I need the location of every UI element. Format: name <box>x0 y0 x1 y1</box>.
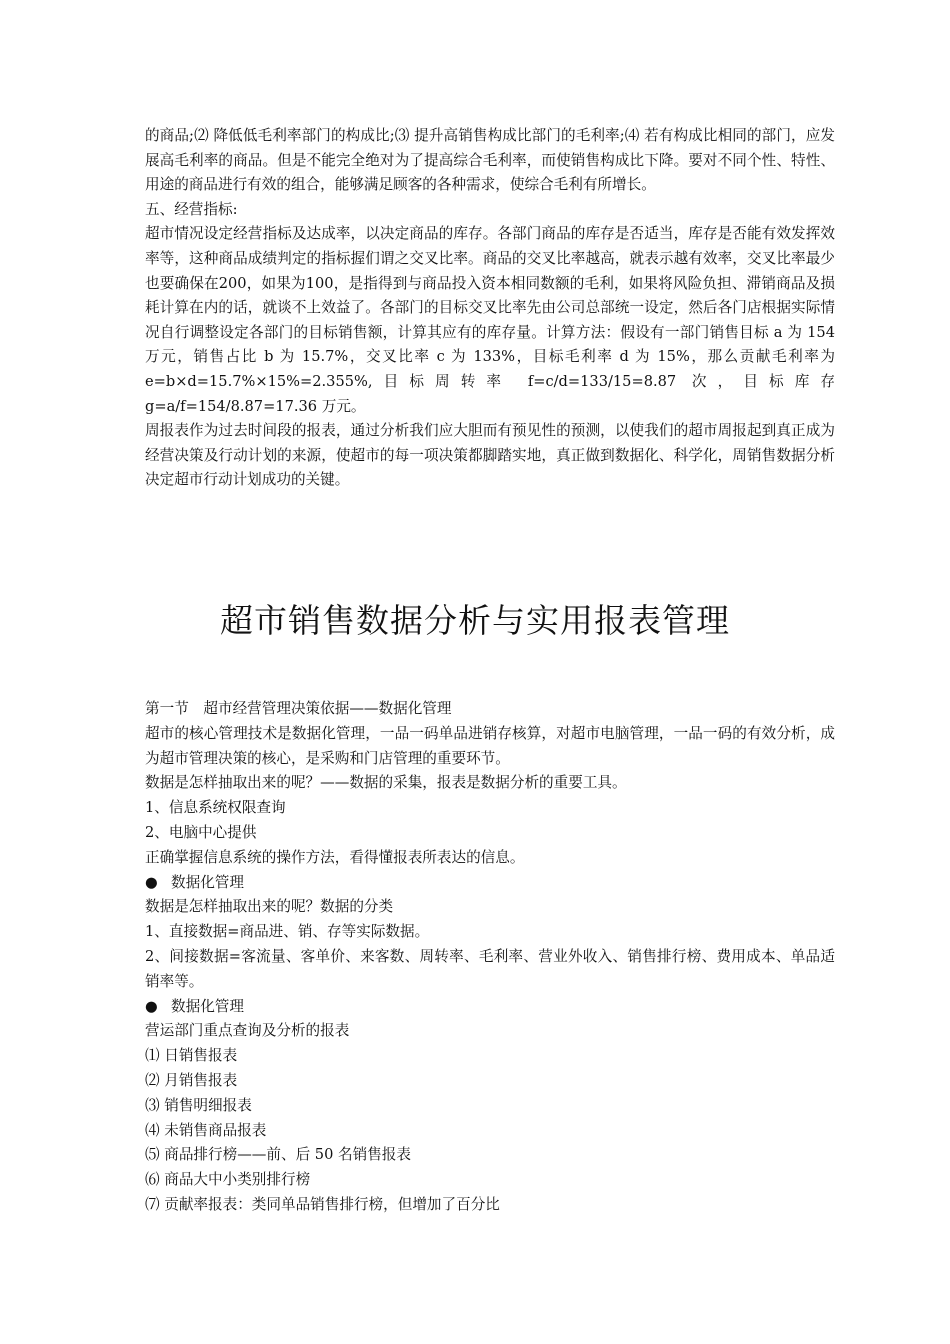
report-list-item: ⑹ 商品大中小类别排行榜 <box>145 1171 311 1189</box>
note-text: 正确掌握信息系统的操作方法，看得懂报表所表达的信息。 <box>145 848 525 866</box>
question-data-collection: 数据是怎样抽取出来的呢？——数据的采集，报表是数据分析的重要工具。 <box>145 774 627 792</box>
paragraph-weekly-report: 周报表作为过去时间段的报表，通过分析我们应大胆而有预见性的预测，以使我们的超市周报起到真正成为经营决策及行动计划的来源，使超市的每一项决策都脚踏实地，真正做到数据化、科学化，周销售数据分析决定超市行动计划成功的关键。 <box>145 422 835 489</box>
reports-heading: 营运部门重点查询及分析的报表 <box>145 1022 350 1040</box>
bullet-heading-label: 数据化管理 <box>171 873 244 891</box>
question-data-classification: 数据是怎样抽取出来的呢？数据的分类 <box>145 898 394 916</box>
list-item: 1、信息系统权限查询 <box>145 799 286 817</box>
report-list-item: ⑴ 日销售报表 <box>145 1047 238 1065</box>
heading-business-indicators: 五、经营指标: <box>145 200 238 218</box>
report-list-item: ⑺ 贡献率报表：类同单品销售排行榜，但增加了百分比 <box>145 1195 500 1213</box>
bottom-text-block <box>145 697 835 1218</box>
report-list-item: ⑶ 销售明细报表 <box>145 1096 252 1114</box>
section-heading: 第一节 超市经营管理决策依据——数据化管理 <box>145 700 452 717</box>
bullet-icon: ● <box>145 997 158 1015</box>
bullet-heading <box>145 995 835 1020</box>
list-item: 2、电脑中心提供 <box>145 823 257 841</box>
paragraph-margin-strategy: 的商品;⑵ 降低低毛利率部门的构成比;⑶ 提升高销售构成比部门的毛利率;⑷ 若有构成比相同的部门，应发展高毛利率的商品。但是不能完全绝对为了提高综合毛利率，而使销售构成比下降。要对不同个性、特性、用途的商品进行有效的组合，能够满足顾客的各种需求，使综合毛利有所增长。 <box>145 127 835 194</box>
report-list-item: ⑸ 商品排行榜——前、后 50 名销售报表 <box>145 1146 411 1164</box>
report-list-item: ⑷ 未销售商品报表 <box>145 1121 267 1139</box>
paragraph-intro: 超市的核心管理技术是数据化管理，一品一码单品进销存核算，对超市电脑管理，一品一码的有效分析，成为超市管理决策的核心，是采购和门店管理的重要环节。 <box>145 724 835 767</box>
paragraph-cross-ratio: 超市情况设定经营指标及达成率，以决定商品的库存。各部门商品的库存是否适当，库存是否能有效发挥效率等，这种商品成绩判定的指标握们谓之交叉比率。商品的交叉比率越高，就表示越有效率，交叉比率最少也要确保在200，如果为100，是指得到与商品投入资本相同数额的毛利，如果将风险负担、滞销商品及损耗计算在内的话，就谈不上效益了。各部门的目标交叉比率先由公司总部统一设定，然后各门店根据实际情况自行调整设定各部门的目标销售额，计算其应有的库存量。计算方法：假设有一部门销售目标 a 为 154 万元，销售占比 b 为 15.7%，交叉比率 c 为 133%，目标毛利率 d 为 15%，那么贡献毛利率为 e=b×d=15.7%×15%=2.355%,目标周转率 f=c/d=133/15=8.87 次，目标库存 g=a/f=154/8.87=17.36 万元。 <box>145 225 835 415</box>
report-list-item: ⑵ 月销售报表 <box>145 1071 238 1089</box>
list-item: 2、间接数据=客流量、客单价、来客数、周转率、毛利率、营业外收入、销售排行榜、费用成本、单品适销率等。 <box>145 947 835 990</box>
document-title: 超市销售数据分析与实用报表管理 <box>220 601 730 640</box>
bullet-heading-label: 数据化管理 <box>171 997 244 1015</box>
list-item: 1、直接数据=商品进、销、存等实际数据。 <box>145 923 430 941</box>
bullet-heading <box>145 871 835 896</box>
bullet-icon: ● <box>145 873 158 891</box>
top-text-block <box>145 124 835 493</box>
